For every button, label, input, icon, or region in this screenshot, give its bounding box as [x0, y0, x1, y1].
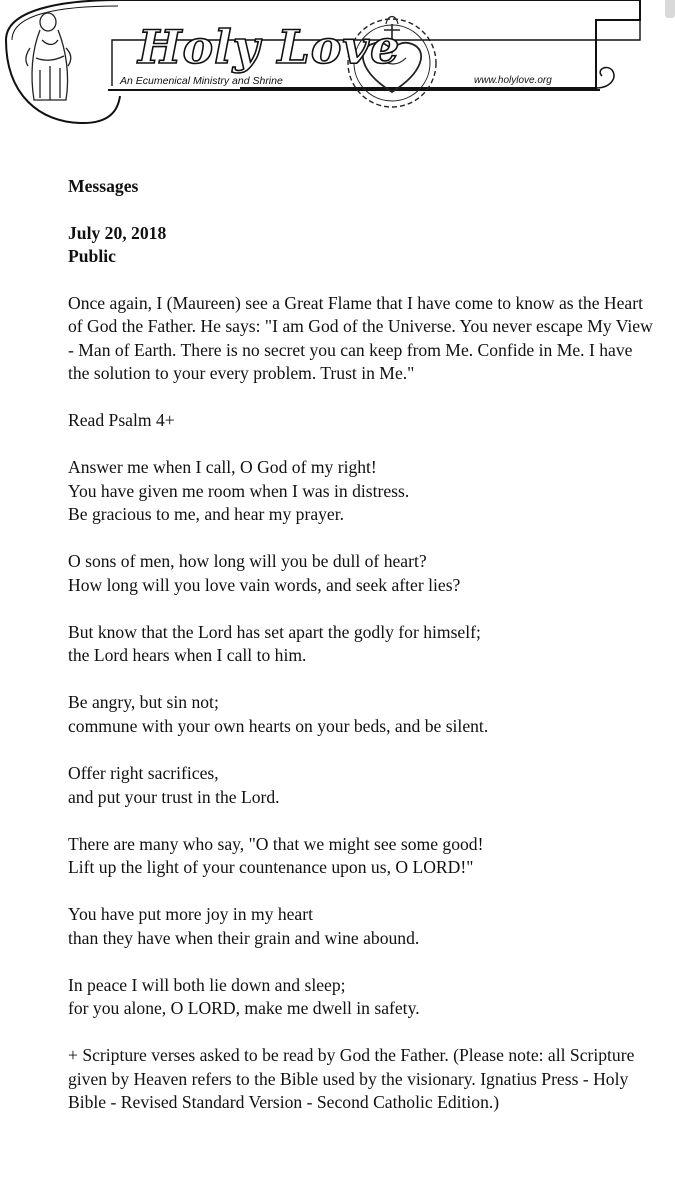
logo-title: Holy Love	[138, 20, 401, 74]
message-content	[68, 175, 658, 1139]
verse-line: How long will you love vain words, and seek after lies?	[68, 574, 461, 595]
message-meta	[68, 222, 658, 269]
verse-line: and put your trust in the Lord.	[68, 786, 280, 807]
verse-line: Be gracious to me, and hear my prayer.	[68, 504, 345, 525]
message-type: Public	[68, 246, 116, 266]
scripture-footnote: + Scripture verses asked to be read by God the Father. (Please note: all Scripture given by Heaven refers to the Bible used by the visionary. Ignatius Press - Holy Bible - Revised Standard Version - Second Catholic Edition.)	[68, 1045, 635, 1113]
message-date: July 20, 2018	[68, 222, 167, 243]
verse-line: commune with your own hearts on your beds, and be silent.	[68, 715, 489, 736]
psalm-verse	[68, 621, 658, 668]
site-header	[0, 0, 675, 125]
madonna-figure-icon	[26, 13, 71, 100]
logo-subtitle: An Ecumenical Ministry and Shrine	[120, 75, 283, 87]
psalm-verse	[68, 691, 658, 738]
psalm-verse	[68, 456, 658, 527]
psalm-verse	[68, 903, 658, 950]
section-heading: Messages	[68, 176, 139, 196]
verse-line: the Lord hears when I call to him.	[68, 645, 307, 666]
verse-line: You have given me room when I was in distress.	[68, 480, 410, 501]
psalm-verse	[68, 974, 658, 1021]
verse-line: In peace I will both lie down and sleep;	[68, 974, 346, 995]
site-url[interactable]: www.holylove.org	[474, 75, 552, 86]
psalm-verse	[68, 550, 658, 597]
verse-line: Be angry, but sin not;	[68, 692, 219, 713]
verse-line: for you alone, O LORD, make me dwell in safety.	[68, 998, 420, 1019]
psalm-verse	[68, 833, 658, 880]
verse-line: than they have when their grain and wine abound.	[68, 927, 420, 948]
verse-line: There are many who say, "O that we might see some good!	[68, 833, 484, 854]
verse-line: You have put more joy in my heart	[68, 904, 313, 925]
message-intro: Once again, I (Maureen) see a Great Flame that I have come to know as the Heart of God the Father. He says: "I am God of the Universe. You never escape My View - Man of Earth. There is no secret you can keep from Me. Confide in Me. I have the solution to your every problem. Trust in Me."	[68, 292, 653, 383]
psalm-verse	[68, 762, 658, 809]
verse-line: Offer right sacrifices,	[68, 763, 219, 784]
scrollbar-thumb[interactable]	[665, 0, 675, 18]
read-instruction: Read Psalm 4+	[68, 410, 175, 431]
verse-line: Answer me when I call, O God of my right!	[68, 457, 377, 478]
verse-line: O sons of men, how long will you be dull of heart?	[68, 551, 427, 572]
verse-line: But know that the Lord has set apart the godly for himself;	[68, 621, 481, 642]
verse-line: Lift up the light of your countenance upon us, O LORD!"	[68, 857, 474, 878]
